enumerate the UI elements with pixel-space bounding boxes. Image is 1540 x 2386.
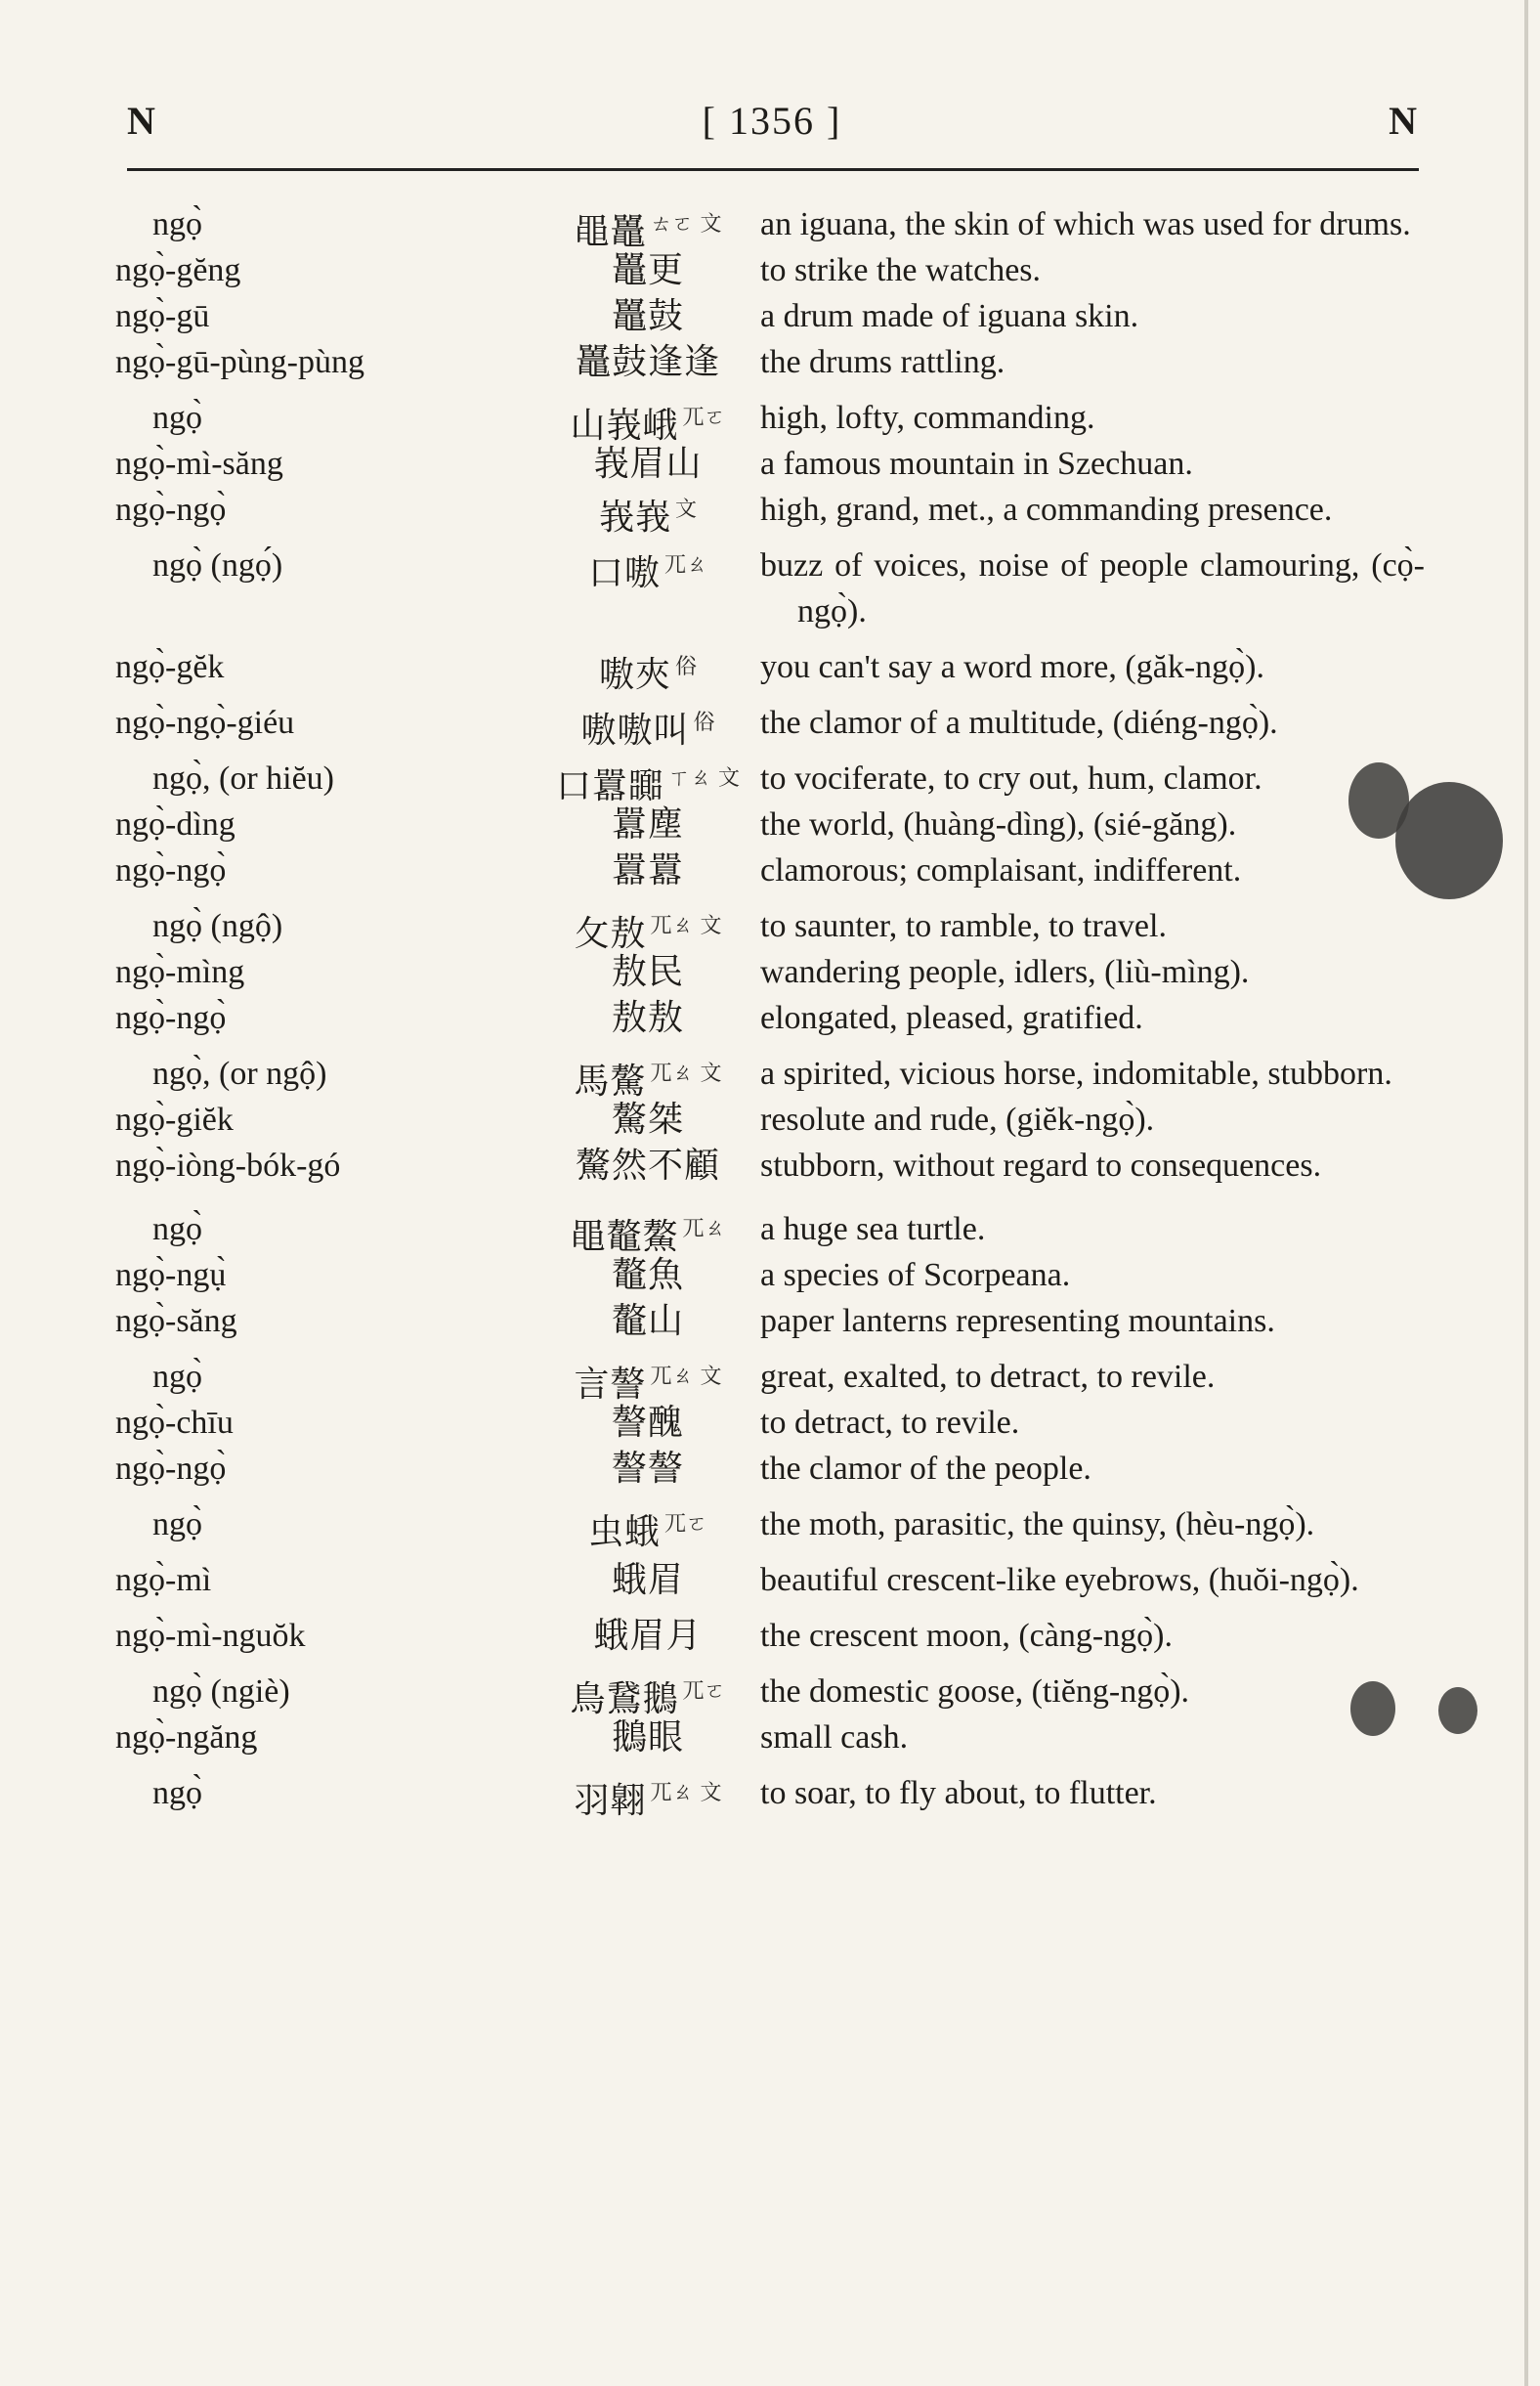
page-header [127,98,1417,166]
entry-characters [457,1143,838,1189]
entry-definition: wandering people, idlers, (liù-mìng). [760,954,1250,990]
entry-romanization: ngọ̀-mì-săng [115,446,283,482]
entry-characters [457,847,838,893]
dictionary-entry [115,247,1425,293]
entry-phonetic-tag: ㄫㄛ [682,1679,726,1704]
dictionary-entry [115,1400,1425,1446]
entry-characters-text: 黽鼉 [574,212,647,252]
entry-phonetic-tag: ㄒㄠ 文 [668,766,740,791]
entry-characters-text: 言謷 [574,1365,647,1405]
entry-romanization: ngọ̀-ngọ̀ [115,1000,227,1036]
entry-romanization: ngọ̀-ngụ̀ [115,1257,227,1293]
entry-phonetic-tag: 俗 [675,655,698,679]
entry-phonetic-tag: ㄫㄠ 文 [650,914,722,938]
entry-characters-text: 鵝眼 [611,1717,684,1757]
dictionary-entry [115,201,1425,252]
entry-romanization: ngọ̀-mì [115,1562,212,1598]
entry-romanization: ngọ̀-ngọ̀ [115,852,227,889]
entry-phonetic-tag: ㄫㄠ 文 [650,1062,722,1086]
ink-stain [1438,1687,1477,1734]
entry-definition: a famous mountain in Szechuan. [760,446,1193,482]
entry-characters-text: 山峩峨 [570,406,679,446]
entry-definition: to saunter, to ramble, to travel. [760,908,1167,944]
entry-romanization: ngọ̀ [152,400,202,436]
ink-stain [1395,782,1503,899]
entry-romanization: ngọ̀-ngăng [115,1719,258,1756]
entry-romanization: ngọ̀-ngọ̀ [115,1451,227,1487]
entry-characters-text: 黽鼇鰲 [570,1217,679,1257]
entry-definition: beautiful crescent-like eyebrows, (huŏi-ngọ̀). [760,1562,1359,1598]
ink-stain [1350,1681,1395,1736]
entry-definition: the crescent moon, (càng-ngọ̀). [760,1618,1173,1654]
dictionary-entry [115,1206,1425,1257]
dictionary-entry [115,995,1425,1041]
header-right-letter: N [1389,99,1417,143]
entry-characters-text: 敖民 [611,952,684,992]
entry-phonetic-tag: ㄫㄠ [664,553,708,578]
dictionary-entry [115,441,1425,487]
entry-characters-text: 囂囂 [611,850,684,890]
dictionary-entry [115,903,1425,954]
entry-romanization: ngọ̀-giĕk [115,1102,234,1138]
entry-definition: resolute and rude, (giĕk-ngọ̀). [760,1102,1155,1138]
entry-definition: to strike the watches. [760,252,1042,288]
entry-characters [457,441,838,487]
entry-characters [457,1557,838,1603]
entry-romanization: ngọ̀-chīu [115,1405,234,1441]
entry-characters [457,644,838,698]
dictionary-entry [115,802,1425,847]
entry-characters-text: 鼉更 [611,250,684,290]
entry-romanization: ngọ̀-săng [115,1303,237,1339]
entry-characters [457,487,838,541]
dictionary-entry [115,1097,1425,1143]
dictionary-entry [115,1051,1425,1102]
entry-definition: to vociferate, to cry out, hum, clamor. [760,760,1262,797]
entry-definition: a species of Scorpeana. [760,1257,1071,1293]
entry-romanization: ngọ̀ [152,1506,202,1542]
entry-characters-text: 鼇山 [611,1301,684,1341]
entry-characters-text: 馬驁 [574,1062,647,1102]
entry-romanization: ngọ̀ (ngộ) [152,908,283,944]
entry-characters-text: 峩眉山 [593,444,703,484]
entry-romanization: ngọ̀ [152,1359,202,1395]
entry-definition: the drums rattling. [760,344,1005,380]
entry-characters-text: 羽翺 [574,1781,647,1821]
entry-definition: paper lanterns representing mountains. [760,1303,1275,1339]
entry-characters-text: 謷謷 [611,1449,684,1489]
entry-definition: small cash. [760,1719,909,1756]
entry-characters-text: 鼇魚 [611,1255,684,1295]
entry-romanization: ngọ̀, (or hiĕu) [152,760,335,797]
entry-definition: the clamor of a multitude, (diéng-ngọ̀). [760,705,1278,741]
entry-characters [457,293,838,339]
dictionary-entry [115,1669,1425,1719]
entry-characters-text: 鳥鵞鵝 [570,1679,679,1719]
entry-definition: a drum made of iguana skin. [760,298,1139,334]
entry-characters-text: 攵敖 [574,914,647,954]
dictionary-entry [115,949,1425,995]
entry-romanization: ngọ̀-mìng [115,954,245,990]
entry-characters-text: 蛾眉 [611,1560,684,1600]
entry-characters [457,995,838,1041]
dictionary-entry [115,1298,1425,1344]
header-left-letter: N [127,99,155,143]
dictionary-entry [115,1714,1425,1760]
entry-definition: the moth, parasitic, the quinsy, (hèu-ngọ̀). [760,1506,1315,1542]
entry-phonetic-tag: ㄫㄠ 文 [650,1781,722,1805]
entry-romanization: ngọ̀-gĕng [115,252,241,288]
entry-characters-text: 嗷嗷叫 [580,711,690,751]
entry-characters-text: 敖敖 [611,998,684,1038]
dictionary-entry [115,847,1425,893]
entry-romanization: ngọ̀-gĕk [115,649,225,685]
dictionary-entry [115,487,1425,538]
entry-phonetic-tag: ㄫㄛ [682,406,726,430]
entry-definition: great, exalted, to detract, to revile. [760,1359,1216,1395]
entry-romanization: ngọ̀-gū-pùng-pùng [115,344,364,380]
entry-characters-text: 嗷夾 [598,655,671,695]
entry-characters [457,1252,838,1298]
entry-phonetic-tag: ㄊㄛ 文 [650,212,722,237]
entry-definition: the world, (huàng-dìng), (sié-găng). [760,806,1237,843]
entry-characters [457,339,838,385]
entry-characters-text: 蛾眉月 [593,1616,703,1656]
entry-characters-text: 虫蛾 [587,1512,661,1552]
entry-characters-text: 鼉鼓 [611,296,684,336]
entry-phonetic-tag: ㄫㄠ 文 [650,1365,722,1389]
entry-phonetic-tag: 文 [675,498,698,522]
dictionary-entry [115,644,1425,695]
entry-definition: to detract, to revile. [760,1405,1020,1441]
dictionary-entry [115,1446,1425,1492]
entry-characters [457,1770,838,1824]
entry-romanization: ngọ̀-ngọ̀-giéu [115,705,295,741]
entry-characters [457,1400,838,1446]
entry-definition: high, lofty, commanding. [760,400,1095,436]
entry-definition: the clamor of the people. [760,1451,1091,1487]
entry-romanization: ngọ̀ [152,1775,202,1811]
entry-romanization: ngọ̀-ngọ̀ [115,492,227,528]
entry-characters [457,542,838,596]
dictionary-entry [115,756,1425,806]
entry-phonetic-tag: ㄫㄛ [664,1512,708,1537]
entry-phonetic-tag: 俗 [693,711,715,735]
entry-romanization: ngọ̀-iòng-bók-gó [115,1148,341,1184]
entry-definition: high, grand, met., a commanding presence. [760,492,1333,528]
entry-romanization: ngọ̀ [152,206,202,242]
entry-characters-text: 口嗷 [587,553,661,593]
entry-definition: a huge sea turtle. [760,1211,986,1247]
dictionary-entry [115,395,1425,446]
page-number: [ 1356 ] [702,99,842,143]
dictionary-entry [115,700,1425,751]
entry-characters [457,247,838,293]
entry-definition: to soar, to fly about, to flutter. [760,1775,1157,1811]
page-edge-shadow [1524,0,1528,2386]
entry-definition: you can't say a word more, (găk-ngọ̀). [760,649,1264,685]
entry-list [115,192,1425,1821]
entry-romanization: ngọ̀, (or ngộ) [152,1056,327,1092]
entry-characters [457,949,838,995]
dictionary-entry [115,1143,1425,1189]
dictionary-entry [115,293,1425,339]
entry-characters-text: 驁桀 [611,1100,684,1140]
entry-characters [457,700,838,754]
header-rule [127,168,1419,171]
entry-characters [457,1097,838,1143]
entry-definition: stubborn, without regard to consequences. [760,1148,1322,1184]
dictionary-entry [115,542,1425,634]
entry-romanization: ngọ̀ (ngiè) [152,1673,290,1710]
entry-characters-text: 鼉鼓逢逢 [575,342,720,382]
entry-characters-text: 峩峩 [598,498,671,538]
dictionary-entry [115,339,1425,385]
dictionary-entry [115,1501,1425,1552]
entry-characters-text: 謷醜 [611,1403,684,1443]
entry-definition: a spirited, vicious horse, indomitable, stubborn. [760,1056,1392,1092]
dictionary-entry [115,1557,1425,1603]
entry-definition: elongated, pleased, gratified. [760,1000,1143,1036]
entry-characters-text: 驁然不顧 [575,1146,720,1186]
dictionary-entry [115,1770,1425,1821]
entry-definition: the domestic goose, (tiĕng-ngọ̀). [760,1673,1190,1710]
entry-characters [457,1613,838,1659]
entry-characters-text: 囂塵 [611,804,684,845]
entry-characters [457,802,838,847]
entry-characters [457,1298,838,1344]
dictionary-entry [115,1613,1425,1659]
entry-romanization: ngọ̀-dìng [115,806,235,843]
entry-definition: clamorous; complaisant, indifferent. [760,852,1242,889]
entry-characters [457,1714,838,1760]
entry-phonetic-tag: ㄫㄠ [682,1217,726,1241]
entry-characters-text: 口囂嚻 [555,766,664,806]
entry-characters [457,1501,838,1555]
entry-romanization: ngọ̀-gū [115,298,210,334]
entry-definition: buzz of voices, noise of people clamouring, (cọ̀-ngọ̀). [760,547,1425,629]
entry-definition: an iguana, the skin of which was used for drums. [760,206,1411,242]
dictionary-entry [115,1354,1425,1405]
dictionary-entry [115,1252,1425,1298]
entry-romanization: ngọ̀ [152,1211,202,1247]
entry-romanization: ngọ̀-mì-nguŏk [115,1618,306,1654]
entry-characters [457,1446,838,1492]
entry-romanization: ngọ̀ (ngọ́) [152,547,283,584]
